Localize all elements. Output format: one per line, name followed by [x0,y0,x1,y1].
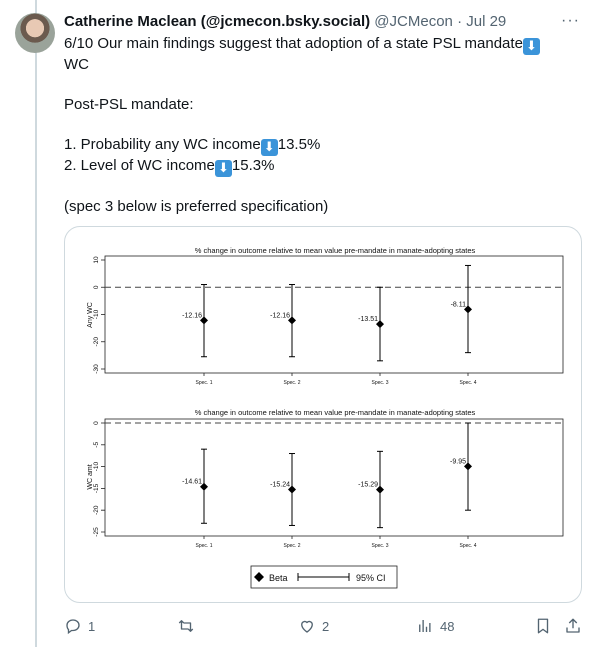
tweet-line-2: WC [64,56,89,73]
panel2-xtick-label: Spec. 2 [283,543,301,549]
down-arrow-emoji-icon: ⬇ [523,38,540,55]
retweet-icon [177,617,195,635]
panel1-ytick-label: 10 [93,256,100,264]
reply-button[interactable] [64,616,95,636]
panel2-xtick-label: Spec. 4 [459,543,477,549]
separator: · [457,13,463,30]
panel2-ytick-label: -10 [93,461,100,472]
panel1-data-label: -12.16 [182,312,202,320]
media-image[interactable] [64,226,582,603]
panel2-plot-frame [105,419,563,536]
tweet-text [64,34,564,217]
panel1-xtick-label: Spec. 3 [371,380,389,386]
panel1-ytick-label: -10 [93,309,100,320]
panel1-data-label: -13.51 [358,316,378,324]
panel2-data-label: -15.24 [270,481,290,489]
bookmark-icon [534,617,552,635]
views-button[interactable] [416,616,454,636]
panel2-data-label: -14.61 [182,478,202,486]
panel2-ytick-label: -25 [93,527,100,537]
tweet-line-1: 6/10 Our main findings suggest that adoption of a state PSL mandate ⬇ [64,34,564,55]
tweet-line-9: (spec 3 below is preferred specification) [64,198,329,215]
panel2-xtick-label: Spec. 1 [195,543,213,549]
tweet-line-4: Post-PSL mandate: [64,96,194,113]
share-icon [564,617,582,635]
action-bar [64,616,582,636]
panel2-ytick-label: -20 [93,505,100,515]
panel1-plot-frame [105,256,563,373]
coefficient-plot [65,227,581,602]
author-name[interactable]: Catherine Maclean (@jcmecon.bsky.social) [64,13,371,30]
like-count: 2 [322,618,330,634]
panel1-xtick-label: Spec. 1 [195,380,213,386]
author-handle[interactable]: @JCMecon [374,13,453,30]
legend-ci-label: 95% CI [356,573,386,583]
panel1-xtick-label: Spec. 2 [283,380,301,386]
thread-line [35,0,37,647]
reply-count: 1 [88,618,96,634]
panel1-title: % change in outcome relative to mean value pre-mandate in manate-adopting states [194,246,476,255]
legend-beta-label: Beta [269,573,288,583]
share-button[interactable] [564,616,582,636]
avatar[interactable] [15,13,55,53]
panel1-ytick-label: -30 [93,364,100,374]
panel1-data-label: -12.16 [270,312,290,320]
panel1-xtick-label: Spec. 4 [459,380,477,386]
panel2-data-label: -15.29 [358,481,378,489]
views-icon [416,617,434,635]
tweet-line-8 [64,177,564,197]
tweet-line-3 [64,75,564,95]
panel2-ylabel: WC amt [87,464,94,490]
down-arrow-emoji-icon: ⬇ [215,160,232,177]
down-arrow-emoji-icon: ⬇ [261,139,278,156]
panel2-ytick-label: -5 [93,441,100,448]
tweet-line-5 [64,115,564,135]
bookmark-button[interactable] [534,616,552,636]
panel1-ytick-label: -20 [93,337,100,347]
panel2-xtick-label: Spec. 3 [371,543,389,549]
panel2-ytick-label: -15 [93,483,100,494]
panel2-title: % change in outcome relative to mean value pre-mandate in manate-adopting states [194,408,476,417]
panel1-ytick-label: 0 [93,285,100,290]
tweet-line-7: 2. Level of WC income ⬇ 15.3% [64,157,275,176]
like-button[interactable] [298,616,329,636]
panel2-ytick-label: 0 [93,421,100,425]
retweet-button[interactable] [177,616,201,636]
tweet-date[interactable]: Jul 29 [466,13,507,30]
tweet-header [64,12,578,32]
reply-icon [64,617,82,635]
tweet-line-6: 1. Probability any WC income ⬇ 13.5% [64,136,321,155]
panel2-data-label: -9.95 [450,458,466,466]
panel1-data-label: -8.11 [450,301,466,309]
panel1-ylabel: Any WC [87,302,94,328]
heart-icon [298,617,316,635]
more-options-icon[interactable]: ··· [561,12,580,29]
views-count: 48 [440,618,455,634]
